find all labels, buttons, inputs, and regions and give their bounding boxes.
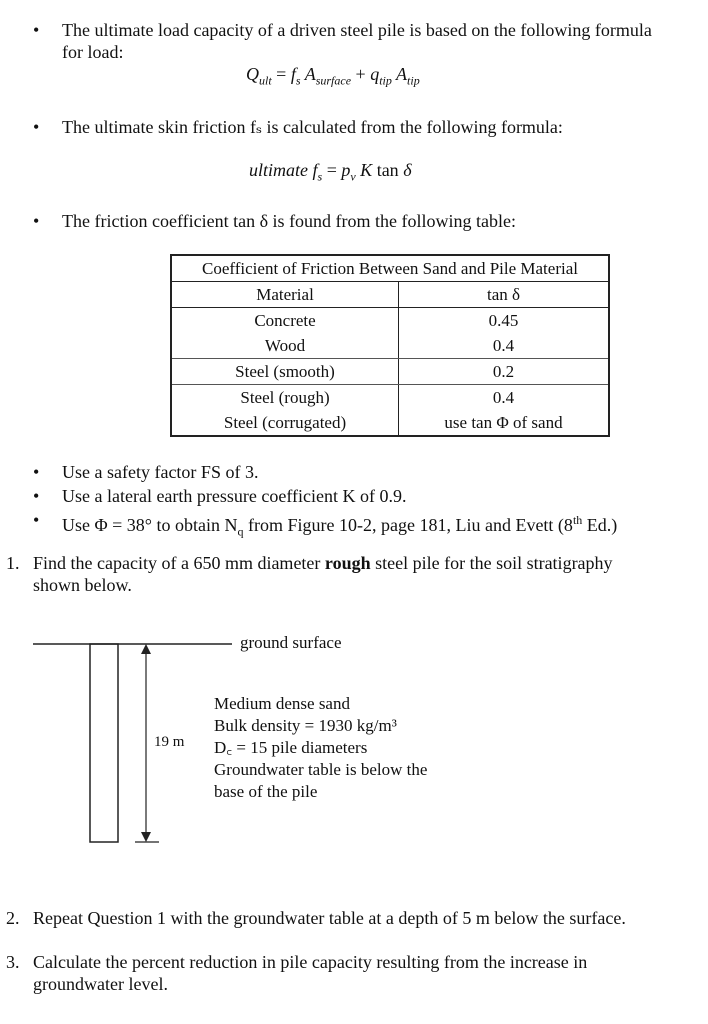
- depth-label: 19 m: [154, 734, 185, 750]
- table-cell: 0.4: [399, 333, 610, 359]
- soil-description: Medium dense sand Bulk density = 1930 kg/m³ D꜀ = 15 pile diameters Groundwater table is below the base of the pile: [214, 694, 428, 801]
- table-cell: 0.4: [492, 388, 515, 407]
- bullet-dot: •: [33, 510, 40, 530]
- question-3-text: Calculate the percent reduction in pile capacity resulting from the increase in groundwater level.: [33, 952, 588, 994]
- question-2-text: Repeat Question 1 with the groundwater table at a depth of 5 m below the surface.: [33, 908, 626, 928]
- bullet-dot: •: [33, 486, 40, 506]
- table-caption: Coefficient of Friction Between Sand and Pile Material: [171, 255, 609, 282]
- formula-ultimate-load: $Q_{ult} = f_s$ $A_{surface} + q_{tip}$ $A_{tip}$: [246, 64, 420, 88]
- question-number: 1.: [6, 553, 20, 573]
- pile-outline: [90, 644, 118, 842]
- bullet-text-load-formula: The ultimate load capacity of a driven steel pile is based on the following formula for load:: [62, 20, 652, 62]
- table-cell: use tan Φ of sand: [444, 413, 563, 432]
- bullet-dot: •: [33, 211, 40, 231]
- table-header-material: Material: [171, 282, 399, 308]
- question-number: 3.: [6, 952, 20, 972]
- table-cell: Steel (rough): [171, 385, 399, 411]
- table-cell: Steel (corrugated): [171, 410, 399, 436]
- formula-skin-friction: ultimate $f_s = p_v$ K tan δ: [249, 160, 412, 184]
- arrow-up-icon: [141, 644, 151, 654]
- table-cell: Wood: [171, 333, 399, 359]
- table-header-tan-delta: tan δ: [399, 282, 610, 308]
- arrow-down-icon: [141, 832, 151, 842]
- bullet-text-skin-friction: The ultimate skin friction fₛ is calculated from the following formula:: [62, 117, 563, 137]
- question-number: 2.: [6, 908, 20, 928]
- bullet-text-friction-coefficient: The friction coefficient tan δ is found from the following table:: [62, 211, 517, 231]
- table-cell: Concrete: [171, 308, 399, 334]
- table-cell: Steel (smooth): [171, 359, 399, 385]
- question-1-text: Find the capacity of a 650 mm diameter rough steel pile for the soil stratigraphy shown below.: [33, 553, 613, 595]
- bullet-dot: •: [33, 20, 40, 40]
- bullet-dot: •: [33, 117, 40, 137]
- table-cell: 0.45: [488, 311, 519, 330]
- bullet-text-friction-angle: Use Φ = 38° to obtain $N_q$ from Figure 10-2, page 181, Liu and Evett (8th Ed.): [62, 513, 618, 539]
- bullet-text-safety-factor: Use a safety factor FS of 3.: [62, 462, 259, 482]
- ground-surface-label: ground surface: [240, 633, 342, 652]
- bullet-dot: •: [33, 462, 40, 482]
- table-cell: 0.2: [399, 359, 610, 385]
- bullet-text-earth-pressure: Use a lateral earth pressure coefficient K of 0.9.: [62, 486, 407, 506]
